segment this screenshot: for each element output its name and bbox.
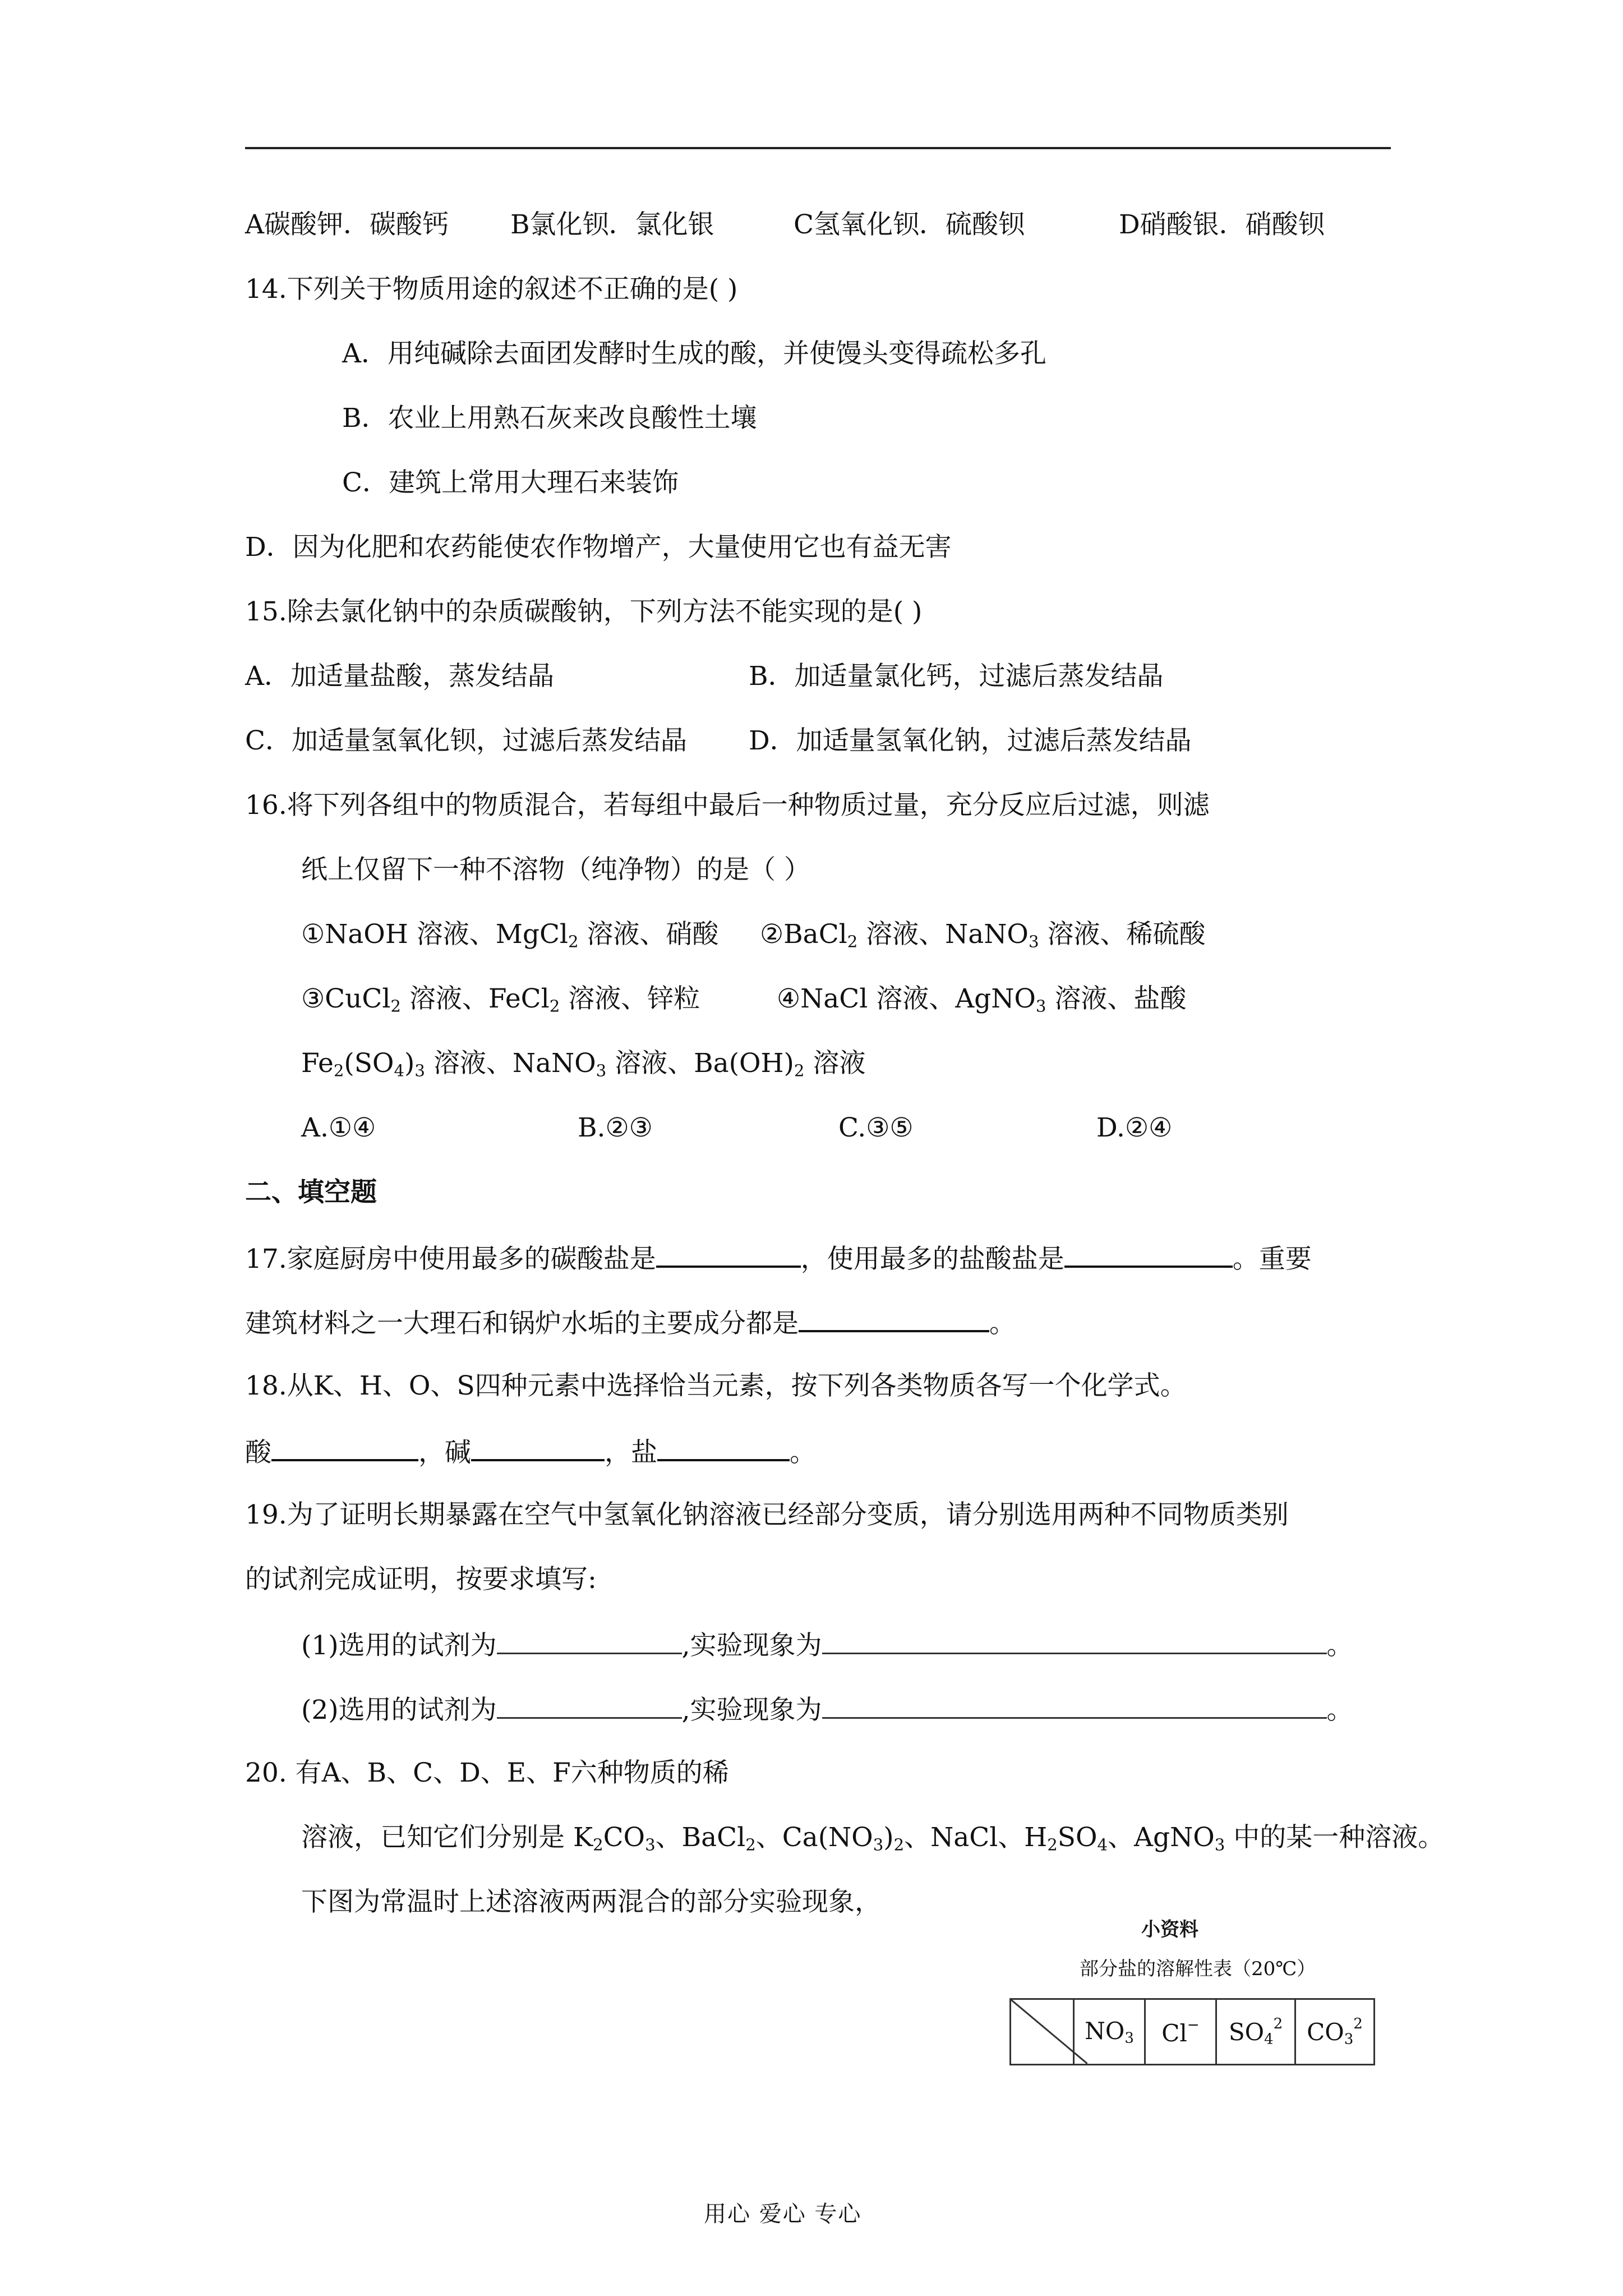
table-header-no3: $NO_3$ [1074, 1999, 1145, 2065]
q19-item-1 [301, 1628, 1353, 1663]
q14-option-d: D．因为化肥和农药能使农作物增产，大量使用它也有益无害 [245, 532, 952, 563]
q16-group-3: ③CuCl$_2$ 溶液、FeCl$_2$ 溶液、锌粒 [301, 983, 700, 1016]
q17-line1 [245, 1241, 1312, 1276]
q16-group-2: ②BaCl$_2$ 溶液、NaNO$_3$ 溶液、稀硫酸 [760, 919, 1206, 951]
section-title: 二、填空题 [245, 1177, 377, 1208]
q19-item1-label: (1)选用的试剂为 [301, 1630, 497, 1661]
q17-blank-3[interactable] [799, 1305, 989, 1332]
solubility-table [1009, 1998, 1375, 2065]
q16-stem-line1: 16.将下列各组中的物质混合，若每组中最后一种物质过量，充分反应后过滤，则滤 [245, 790, 1210, 821]
sidebar-title: 小资料 [1141, 1918, 1198, 1941]
q16-answer-d: D.②④ [1096, 1112, 1173, 1143]
q16-group-1: ①NaOH 溶液、MgCl$_2$ 溶液、硝酸 [301, 919, 719, 951]
page-footer: 用心 爱心 专心 [704, 2201, 862, 2227]
q18-answers [245, 1434, 816, 1470]
q13-option-c: C氢氧化钡．硫酸钡 [794, 209, 1025, 240]
header-rule [245, 147, 1391, 149]
table-header-co3: $CO_3^2$ [1295, 1999, 1375, 2065]
q13-option-b: B氯化钡．氯化银 [510, 209, 714, 240]
q19-item1-phenomenon-blank[interactable] [822, 1628, 1327, 1654]
sidebar-subtitle: 部分盐的溶解性表（20℃） [1080, 1958, 1316, 1980]
q16-group-4: ④NaCl 溶液、AgNO$_3$ 溶液、盐酸 [777, 983, 1187, 1016]
q16-answer-c: C.③⑤ [838, 1112, 914, 1143]
q18-acid-blank[interactable] [271, 1434, 418, 1461]
table-header-so4: $SO_4^2$ [1216, 1999, 1295, 2065]
q19-item2-phenomenon-label: ,实验现象为 [681, 1695, 822, 1726]
q19-item2-phenomenon-blank[interactable] [822, 1692, 1327, 1719]
q18-salt-label: ，盐 [605, 1437, 657, 1468]
q15-option-d: D．加适量氢氧化钠，过滤后蒸发结晶 [749, 725, 1192, 756]
solubility-table-header-row [1011, 1999, 1375, 2065]
q17-text-5: 。 [989, 1308, 1016, 1339]
q13-option-a: A碳酸钾．碳酸钙 [245, 209, 449, 240]
q19-stem-line1: 19.为了证明长期暴露在空气中氢氧化钠溶液已经部分变质，请分别选用两种不同物质类别 [245, 1499, 1289, 1530]
q20-stem-line3: 下图为常温时上述溶液两两混合的部分实验现象， [301, 1887, 881, 1917]
q16-answer-b: B.②③ [578, 1112, 653, 1143]
q17-blank-2[interactable] [1064, 1241, 1233, 1268]
q19-item2-end: 。 [1326, 1695, 1353, 1726]
q17-text-3: 。重要 [1232, 1244, 1312, 1274]
q16-group-5: $Fe_2(SO_4)_3$ 溶液、NaNO$_3$ 溶液、$Ba(OH)_2$ 溶液 [301, 1048, 866, 1080]
q15-option-a: A．加适量盐酸，蒸发结晶 [245, 661, 554, 692]
q14-option-a: A．用纯碱除去面团发酵时生成的酸，并使馒头变得疏松多孔 [342, 338, 1046, 369]
q15-stem: 15.除去氯化钠中的杂质碳酸钠，下列方法不能实现的是( ) [245, 596, 923, 627]
q19-item-2 [301, 1692, 1353, 1727]
q20-stem-line1: 20. 有A、B、C、D、E、F六种物质的稀 [245, 1757, 729, 1788]
q18-base-label: ，碱 [418, 1437, 471, 1468]
diagonal-line [1011, 2000, 1087, 2064]
q17-blank-1[interactable] [656, 1241, 801, 1268]
table-corner-cell [1011, 1999, 1074, 2065]
q17-text-2: ，使用最多的盐酸盐是 [800, 1244, 1064, 1274]
q19-item1-reagent-blank[interactable] [497, 1628, 682, 1654]
q17-text-1: 17.家庭厨房中使用最多的碳酸盐是 [245, 1244, 656, 1274]
q16-stem-line2: 纸上仅留下一种不溶物（纯净物）的是（ ） [301, 854, 810, 885]
q19-stem-line2: 的试剂完成证明，按要求填写: [245, 1564, 597, 1595]
table-header-cl: Cl− [1145, 1999, 1216, 2065]
q14-option-c: C．建筑上常用大理石来装饰 [342, 467, 679, 498]
q19-item1-phenomenon-label: ,实验现象为 [681, 1630, 822, 1661]
q19-item2-reagent-blank[interactable] [497, 1692, 682, 1719]
q17-line2 [245, 1305, 1016, 1341]
q13-option-d: D硝酸银．硝酸钡 [1119, 209, 1325, 240]
q16-answer-a: A.①④ [301, 1112, 376, 1143]
q14-stem: 14.下列关于物质用途的叙述不正确的是( ) [245, 274, 738, 305]
q18-salt-blank[interactable] [657, 1434, 790, 1461]
q18-stem: 18.从K、H、O、S四种元素中选择恰当元素，按下列各类物质各写一个化学式。 [245, 1370, 1187, 1401]
q15-option-b: B．加适量氯化钙，过滤后蒸发结晶 [749, 661, 1164, 692]
q19-item2-label: (2)选用的试剂为 [301, 1695, 497, 1726]
q17-text-4: 建筑材料之一大理石和锅炉水垢的主要成分都是 [245, 1308, 799, 1339]
q19-item1-end: 。 [1326, 1630, 1353, 1661]
q14-option-b: B．农业上用熟石灰来改良酸性土壤 [342, 403, 757, 434]
q18-base-blank[interactable] [471, 1434, 605, 1461]
q18-acid-label: 酸 [245, 1437, 271, 1468]
q18-end: 。 [790, 1437, 816, 1468]
q15-option-c: C．加适量氢氧化钡，过滤后蒸发结晶 [245, 725, 687, 756]
q20-stem-line2: 溶液，已知它们分别是 $K_2CO_3$、BaCl$_2$、$Ca(NO_3)_2$、NaCl、$H_2SO_4$、AgNO$_3$ 中的某一种溶液。 [301, 1822, 1445, 1855]
